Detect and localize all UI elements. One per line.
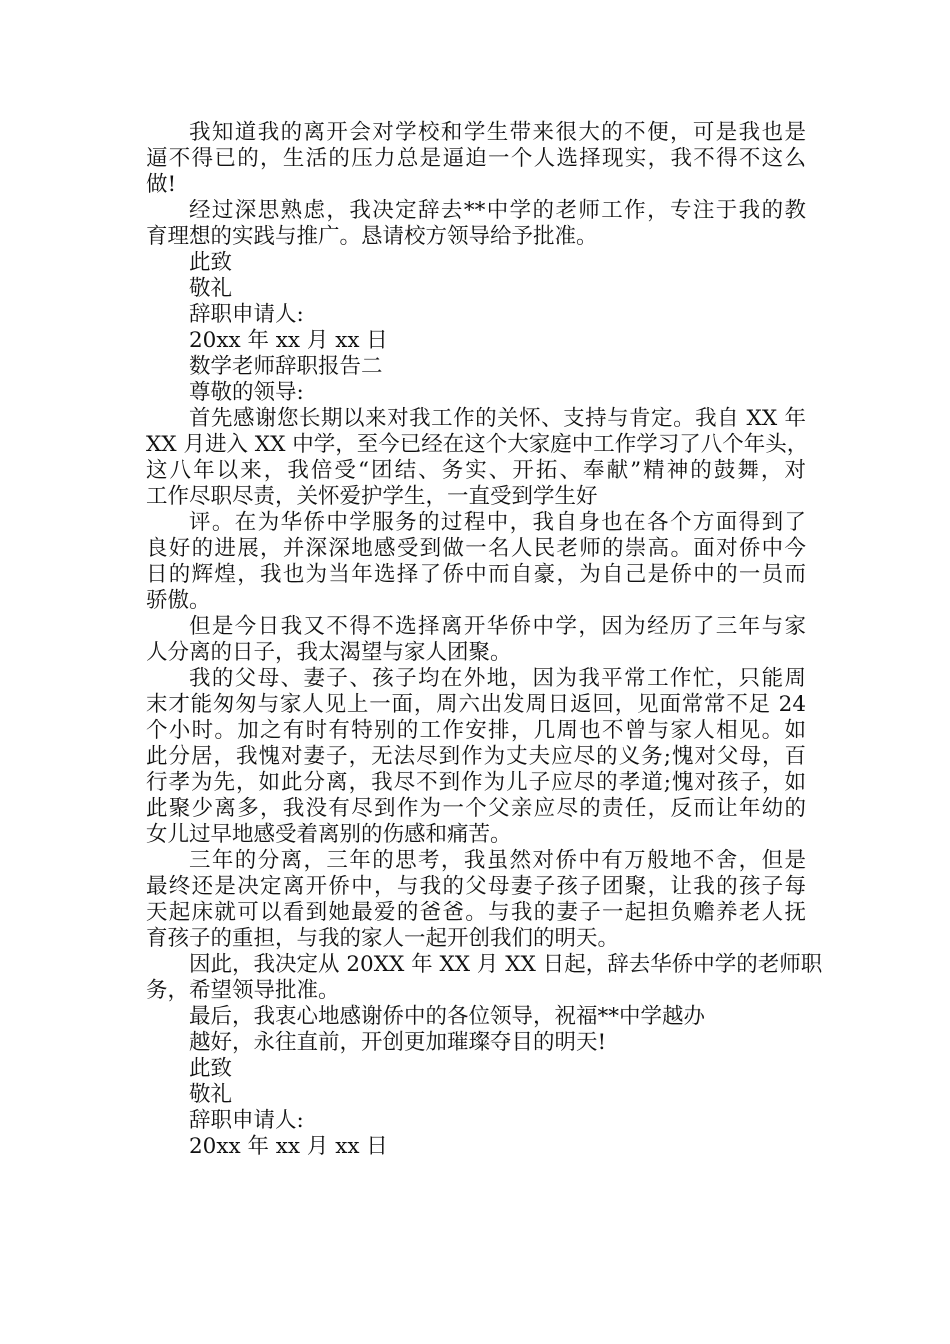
text-line: 最后，我衷心地感谢侨中的各位领导，祝福**中学越办 [189, 1004, 706, 1029]
text-line: 育理想的实践与推广。恳请校方领导给予批准。 [146, 224, 598, 249]
text-line: 良好的进展，并深深地感受到做一名人民老师的崇高。面对侨中今 [146, 536, 806, 561]
closing-salutation: 此致 [189, 250, 233, 275]
text-line: 日的辉煌，我也为当年选择了侨中而自豪，为自己是侨中的一员而 [146, 562, 806, 587]
text-line: 天起床就可以看到她最爱的爸爸。与我的妻子一起担负赡养老人抚 [146, 900, 806, 925]
text-line: 个小时。加之有时有特别的工作安排，几周也不曾与家人相见。如 [146, 718, 806, 743]
text-line: 但是今日我又不得不选择离开华侨中学，因为经历了三年与家 [189, 614, 806, 639]
text-line: 做! [146, 172, 177, 197]
closing-regards: 敬礼 [189, 1082, 233, 1107]
text-line: 我知道我的离开会对学校和学生带来很大的不便，可是我也是 [189, 120, 806, 145]
signature-label: 辞职申请人: [189, 302, 304, 327]
text-line: 评。在为华侨中学服务的过程中，我自身也在各个方面得到了 [189, 510, 806, 535]
text-line: XX 月进入 XX 中学，至今已经在这个大家庭中工作学习了八个年头， [146, 432, 809, 457]
signature-label: 辞职申请人: [189, 1108, 304, 1133]
closing-salutation: 此致 [189, 1056, 233, 1081]
greeting: 尊敬的领导: [189, 380, 304, 405]
text-line: 越好，永往直前，开创更加璀璨夺目的明天! [189, 1030, 607, 1055]
text-line: 人分离的日子，我太渴望与家人团聚。 [146, 640, 512, 665]
section-title: 数学老师辞职报告二 [189, 354, 383, 379]
closing-regards: 敬礼 [189, 276, 233, 301]
text-line: 最终还是决定离开侨中，与我的父母妻子孩子团聚，让我的孩子每 [146, 874, 806, 899]
text-line: 育孩子的重担，与我的家人一起开创我们的明天。 [146, 926, 620, 951]
text-line: 末才能匆匆与家人见上一面，周六出发周日返回，见面常常不足 24 [146, 692, 806, 717]
text-line: 女儿过早地感受着离别的伤感和痛苦。 [146, 822, 512, 847]
text-line: 因此，我决定从 20XX 年 XX 月 XX 日起，辞去华侨中学的老师职 [189, 952, 823, 977]
text-line: 我的父母、妻子、孩子均在外地，因为我平常工作忙，只能周 [189, 666, 806, 691]
text-line: 三年的分离，三年的思考，我虽然对侨中有万般地不舍，但是 [189, 848, 806, 873]
date-line: 20xx 年 xx 月 xx 日 [189, 328, 388, 353]
text-line: 逼不得已的，生活的压力总是逼迫一个人选择现实，我不得不这么 [146, 146, 806, 171]
document-body [146, 120, 823, 1160]
text-line: 此聚少离多，我没有尽到作为一个父亲应尽的责任，反而让年幼的 [146, 796, 806, 821]
text-line: 此分居，我愧对妻子，无法尽到作为丈夫应尽的义务;愧对父母，百 [146, 744, 806, 769]
text-line: 骄傲。 [146, 588, 211, 613]
text-line: 首先感谢您长期以来对我工作的关怀、支持与肯定。我自 XX 年 [189, 406, 806, 431]
text-line: 行孝为先，如此分离，我尽不到作为儿子应尽的孝道;愧对孩子，如 [146, 770, 806, 795]
text-line: 务，希望领导批准。 [146, 978, 340, 1003]
text-line: 工作尽职尽责，关怀爱护学生，一直受到学生好 [146, 484, 598, 509]
text-line: 这八年以来，我倍受“团结、务实、开拓、奉献”精神的鼓舞，对 [146, 458, 806, 483]
date-line: 20xx 年 xx 月 xx 日 [189, 1134, 388, 1159]
text-line: 经过深思熟虑，我决定辞去**中学的老师工作，专注于我的教 [189, 198, 806, 223]
